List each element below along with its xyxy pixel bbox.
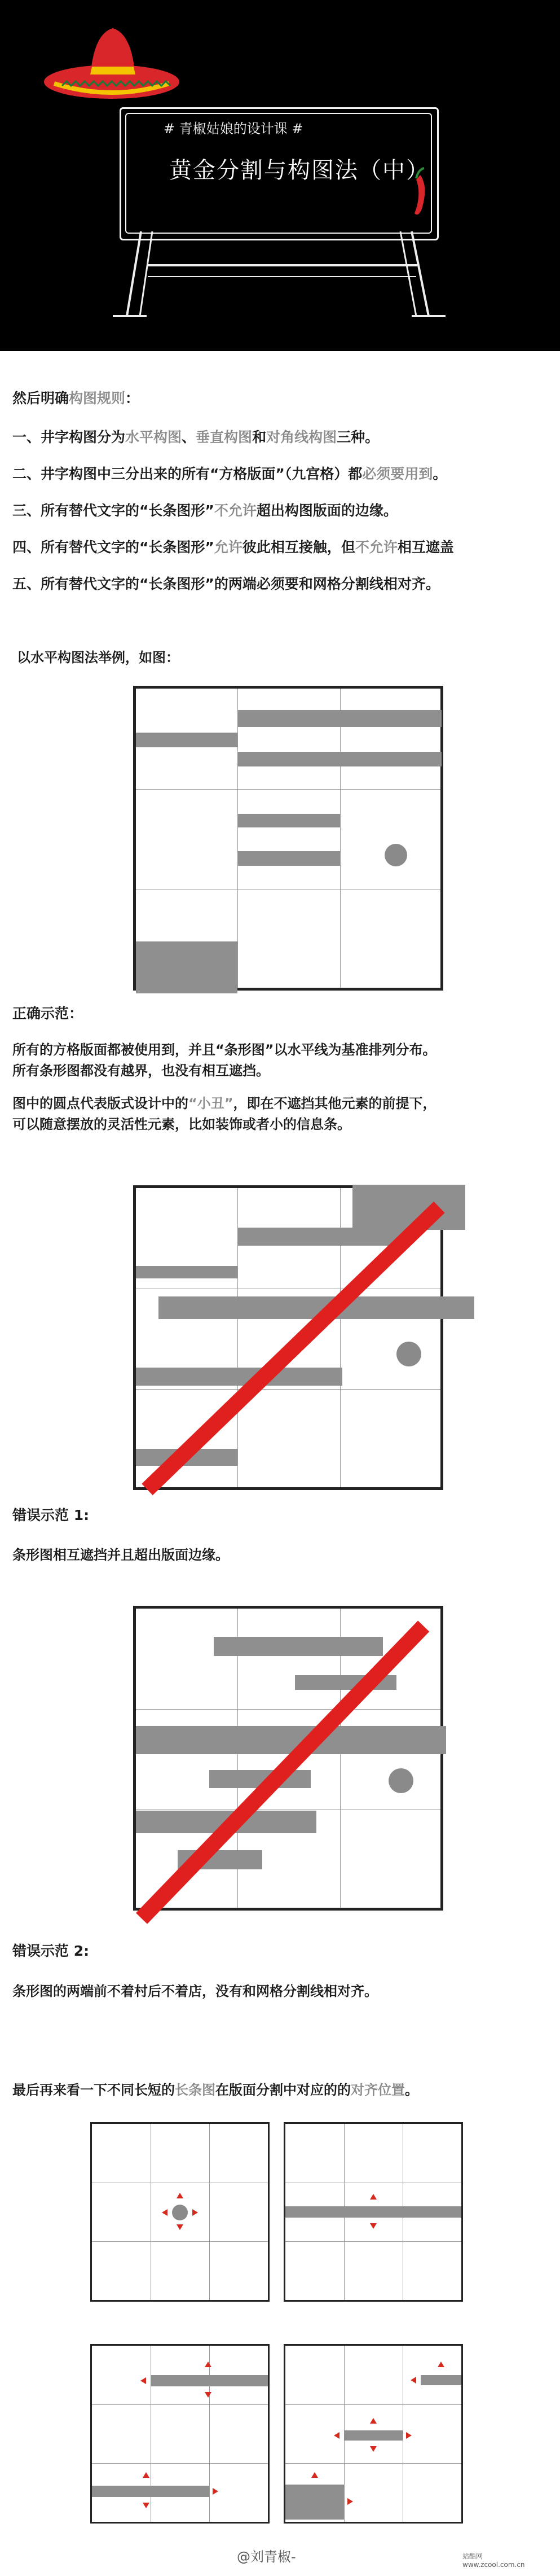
arrow-left-icon [162, 2209, 167, 2216]
clown-desc-pre: 图中的圆点代表版式设计中的 [12, 1096, 188, 1111]
text-bar [136, 733, 237, 747]
text-bar [237, 851, 340, 866]
alignment-diagram-c [90, 2344, 270, 2524]
arrow-up-icon [370, 2194, 377, 2200]
alignment-diagram-d [284, 2344, 463, 2524]
arrow-down-icon [370, 2223, 377, 2229]
rule-highlight: 不允许 [214, 502, 257, 519]
correct-layout-diagram [133, 686, 443, 991]
rule-text: 相互遮盖 [397, 539, 454, 555]
wrong2-desc: 条形图的两端前不着村后不着店，没有和网格分割线相对齐。 [12, 1983, 378, 1999]
rule-text: 三种。 [337, 429, 380, 445]
wrong-layout-diagram-2 [133, 1606, 443, 1911]
text-bar [237, 752, 442, 766]
wrong-layout-diagram-1 [133, 1185, 443, 1490]
final-hl2: 对齐位置 [351, 2082, 405, 2098]
alignment-diagram-b [284, 2122, 463, 2302]
text-bar [136, 1726, 446, 1754]
arrow-up-icon [205, 2362, 211, 2367]
text-bar [237, 710, 442, 727]
wrong1-label: 错误示范 1: [12, 1507, 90, 1523]
rule-highlight: 允许 [214, 539, 242, 555]
rule-item [12, 463, 447, 483]
rule-text: 三、所有替代文字的“长条图形” [12, 502, 214, 519]
header-banner [0, 0, 560, 351]
arrow-up-icon [370, 2418, 377, 2424]
rule-text: 和 [252, 429, 267, 445]
arrow-left-icon [411, 2377, 416, 2384]
site-watermark: 站酷网 www.zcool.com.cn [462, 2552, 525, 2569]
rule-highlight: 水平构图 [125, 429, 182, 445]
arrow-down-icon [143, 2503, 149, 2508]
correct-desc-1: 所有的方格版面都被使用到，并且“条形图”以水平线为基准排列分布。 [12, 1042, 436, 1058]
rules-lead-highlight: 构图规则 [69, 390, 126, 406]
arrow-up-icon [438, 2362, 444, 2367]
clown-term: “小丑” [188, 1096, 233, 1111]
sombrero-icon [44, 28, 179, 99]
rule-item [12, 500, 398, 520]
rule-item [12, 426, 379, 446]
text-bar [352, 1185, 465, 1230]
arrow-right-icon [406, 2432, 412, 2439]
clown-dot [385, 844, 407, 866]
rule-highlight: 必须要用到 [362, 466, 433, 482]
arrow-up-icon [311, 2472, 318, 2478]
text-bar [136, 941, 237, 993]
text-bar [237, 1228, 407, 1246]
text-bar [237, 814, 340, 827]
rule-highlight: 垂直构图 [196, 429, 253, 445]
arrow-right-icon [347, 2498, 353, 2505]
rule-text: 五、所有替代文字的“长条图形”的两端必须要和网格分割线相对齐。 [12, 576, 440, 592]
rule-text: 四、所有替代文字的“长条图形” [12, 539, 214, 555]
correct-desc-4: 可以随意摆放的灵活性元素，比如装饰或者小的信息条。 [12, 1116, 351, 1132]
page-title: 黄金分割与构图法（中） [169, 157, 430, 183]
clown-desc-post: ，即在不遮挡其他元素的前提下， [233, 1096, 436, 1111]
rule-text: 、 [182, 429, 196, 445]
clown-dot [172, 2205, 188, 2220]
rule-item [12, 536, 454, 557]
rules-lead [12, 387, 139, 408]
correct-desc-3 [12, 1092, 436, 1112]
text-bar [136, 1266, 237, 1278]
final-heading [12, 2079, 418, 2099]
final-mid: 在版面分割中对应的的 [215, 2082, 351, 2098]
rule-text: 二、井字构图中三分出来的所有“方格版面”（九宫格）都 [12, 466, 363, 482]
text-bar [136, 1368, 342, 1386]
correct-label: 正确示范： [12, 1005, 83, 1022]
final-pre: 最后再来看一下不同长短的 [12, 2082, 175, 2098]
final-hl1: 长条图 [175, 2082, 215, 2098]
arrow-down-icon [205, 2392, 211, 2398]
arrow-right-icon [213, 2488, 218, 2495]
alignment-diagram-a [90, 2122, 270, 2302]
rule-highlight: 不允许 [355, 539, 398, 555]
text-bar [92, 2486, 209, 2497]
clown-dot [396, 1342, 421, 1366]
rules-lead-colon: ： [125, 390, 140, 406]
clown-dot [389, 1768, 413, 1793]
rule-item [12, 573, 440, 593]
weibo-watermark: @刘青椒- [237, 2549, 296, 2565]
rule-text: 一、井字构图分为 [12, 429, 126, 445]
wrong2-label: 错误示范 2: [12, 1943, 90, 1959]
rule-text: 。 [433, 466, 447, 482]
arrow-left-icon [140, 2377, 146, 2384]
cross-out-mark [136, 1620, 429, 1924]
rules-lead-text: 然后明确 [12, 390, 69, 406]
text-bar [214, 1637, 383, 1656]
arrow-left-icon [334, 2432, 339, 2439]
text-bar [285, 2206, 461, 2218]
example-heading: 以水平构图法举例，如图： [17, 650, 179, 665]
rule-text: 彼此相互接触，但 [242, 539, 355, 555]
text-bar [421, 2375, 461, 2385]
text-bar [151, 2375, 268, 2386]
rule-text: 超出构图版面的边缘。 [256, 502, 398, 519]
arrow-up-icon [177, 2193, 183, 2198]
wrong1-desc: 条形图相互遮挡并且超出版面边缘。 [12, 1547, 229, 1563]
rule-highlight: 对角线构图 [266, 429, 337, 445]
arrow-down-icon [177, 2224, 183, 2230]
text-bar [285, 2485, 344, 2520]
arrow-down-icon [370, 2446, 377, 2452]
final-post: 。 [405, 2082, 418, 2098]
text-bar [344, 2430, 403, 2441]
arrow-up-icon [143, 2472, 149, 2478]
correct-desc-2: 所有条形图都没有越界，也没有相互遮挡。 [12, 1063, 270, 1079]
arrow-right-icon [192, 2209, 198, 2216]
course-tag: # 青椒姑娘的设计课 # [164, 121, 303, 137]
